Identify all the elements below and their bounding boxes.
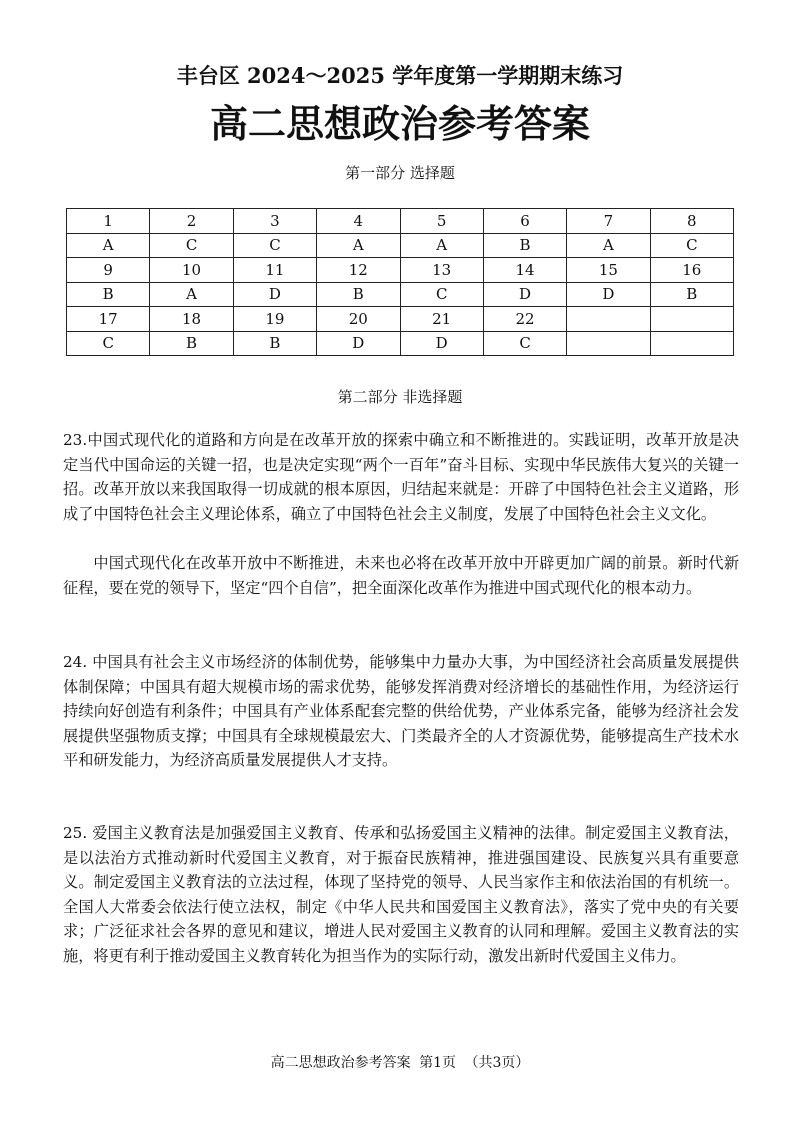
table-cell: 20	[317, 307, 400, 332]
exam-subtitle: 丰台区 2024～2025 学年度第一学期期末练习	[176, 63, 624, 88]
table-cell: C	[483, 331, 566, 356]
answer-24-paragraph: 24. 中国具有社会主义市场经济的体制优势，能够集中力量办大事，为中国经济社会高质量发展提供体制保障；中国具有超大规模市场的需求优势，能够发挥消费对经济增长的基础性作用，为经济运行持续向好创造有利条件；中国具有产业体系配套完整的供给优势，产业体系完备，能够为经济社会发展提供坚强物质支撑；中国具有全球规模最宏大、门类最齐全的人才资源优势，能够提高生产技术水平和研发能力，为经济高质量发展提供人才支持。	[63, 653, 739, 770]
table-cell: C	[650, 233, 733, 258]
table-cell: D	[233, 282, 316, 307]
part2-heading: 第二部分 非选择题	[337, 388, 463, 406]
table-cell: D	[567, 282, 650, 307]
table-cell	[650, 331, 733, 356]
table-cell: C	[67, 331, 150, 356]
table-cell: 21	[400, 307, 483, 332]
table-cell: A	[567, 233, 650, 258]
table-cell: 6	[483, 209, 566, 234]
table-row	[67, 258, 734, 283]
table-cell: B	[67, 282, 150, 307]
table-cell	[567, 331, 650, 356]
table-cell: 11	[233, 258, 316, 283]
page-footer: 高二思想政治参考答案 第1页 （共3页）	[270, 1055, 530, 1071]
table-row	[67, 209, 734, 234]
table-cell: A	[150, 282, 233, 307]
table-cell	[567, 307, 650, 332]
table-row	[67, 307, 734, 332]
table-cell: 5	[400, 209, 483, 234]
table-cell: A	[67, 233, 150, 258]
table-cell	[650, 307, 733, 332]
table-cell: D	[483, 282, 566, 307]
table-cell: 2	[150, 209, 233, 234]
table-cell: 13	[400, 258, 483, 283]
table-cell: C	[150, 233, 233, 258]
answer-table	[66, 208, 734, 356]
table-cell: D	[317, 331, 400, 356]
table-cell: B	[650, 282, 733, 307]
table-cell: 12	[317, 258, 400, 283]
answer-23-paragraph-2: 中国式现代化在改革开放中不断推进，未来也必将在改革开放中开辟更加广阔的前景。新时代新征程，要在党的领导下，坚定“四个自信”，把全面深化改革作为推进中国式现代化的根本动力。	[63, 554, 739, 597]
table-cell: 14	[483, 258, 566, 283]
table-cell: 18	[150, 307, 233, 332]
table-cell: B	[317, 282, 400, 307]
table-cell: A	[317, 233, 400, 258]
page-title: 高二思想政治参考答案	[209, 102, 590, 146]
table-cell: 22	[483, 307, 566, 332]
table-row	[67, 331, 734, 356]
table-cell: 8	[650, 209, 733, 234]
table-cell: 3	[233, 209, 316, 234]
answer-23-paragraph-1: 23.中国式现代化的道路和方向是在改革开放的探索中确立和不断推进的。实践证明，改革开放是决定当代中国命运的关键一招，也是决定实现“两个一百年”奋斗目标、实现中华民族伟大复兴的关键一招。改革开放以来我国取得一切成就的根本原因，归结起来就是：开辟了中国特色社会主义道路，形成了中国特色社会主义理论体系，确立了中国特色社会主义制度，发展了中国特色社会主义文化。	[63, 431, 739, 523]
table-cell: 17	[67, 307, 150, 332]
part1-heading: 第一部分 选择题	[345, 164, 455, 182]
table-cell: C	[233, 233, 316, 258]
table-cell: 15	[567, 258, 650, 283]
table-cell: A	[400, 233, 483, 258]
table-row	[67, 233, 734, 258]
table-cell: C	[400, 282, 483, 307]
table-cell: 4	[317, 209, 400, 234]
table-cell: 16	[650, 258, 733, 283]
table-cell: B	[233, 331, 316, 356]
table-cell: 19	[233, 307, 316, 332]
table-cell: D	[400, 331, 483, 356]
table-cell: 9	[67, 258, 150, 283]
table-cell: B	[150, 331, 233, 356]
table-cell: 7	[567, 209, 650, 234]
table-cell: 10	[150, 258, 233, 283]
table-cell: 1	[67, 209, 150, 234]
table-row	[67, 282, 734, 307]
table-cell: B	[483, 233, 566, 258]
answer-25-paragraph: 25. 爱国主义教育法是加强爱国主义教育、传承和弘扬爱国主义精神的法律。制定爱国主义教育法，是以法治方式推动新时代爱国主义教育，对于振奋民族精神，推进强国建设、民族复兴具有重要意义。制定爱国主义教育法的立法过程，体现了坚持党的领导、人民当家作主和依法治国的有机统一。全国人大常委会依法行使立法权，制定《中华人民共和国爱国主义教育法》，落实了党中央的有关要求；广泛征求社会各界的意见和建议，增进人民对爱国主义教育的认同和理解。爱国主义教育法的实施，将更有利于推动爱国主义教育转化为担当作为的实际行动，激发出新时代爱国主义伟力。	[63, 824, 739, 965]
